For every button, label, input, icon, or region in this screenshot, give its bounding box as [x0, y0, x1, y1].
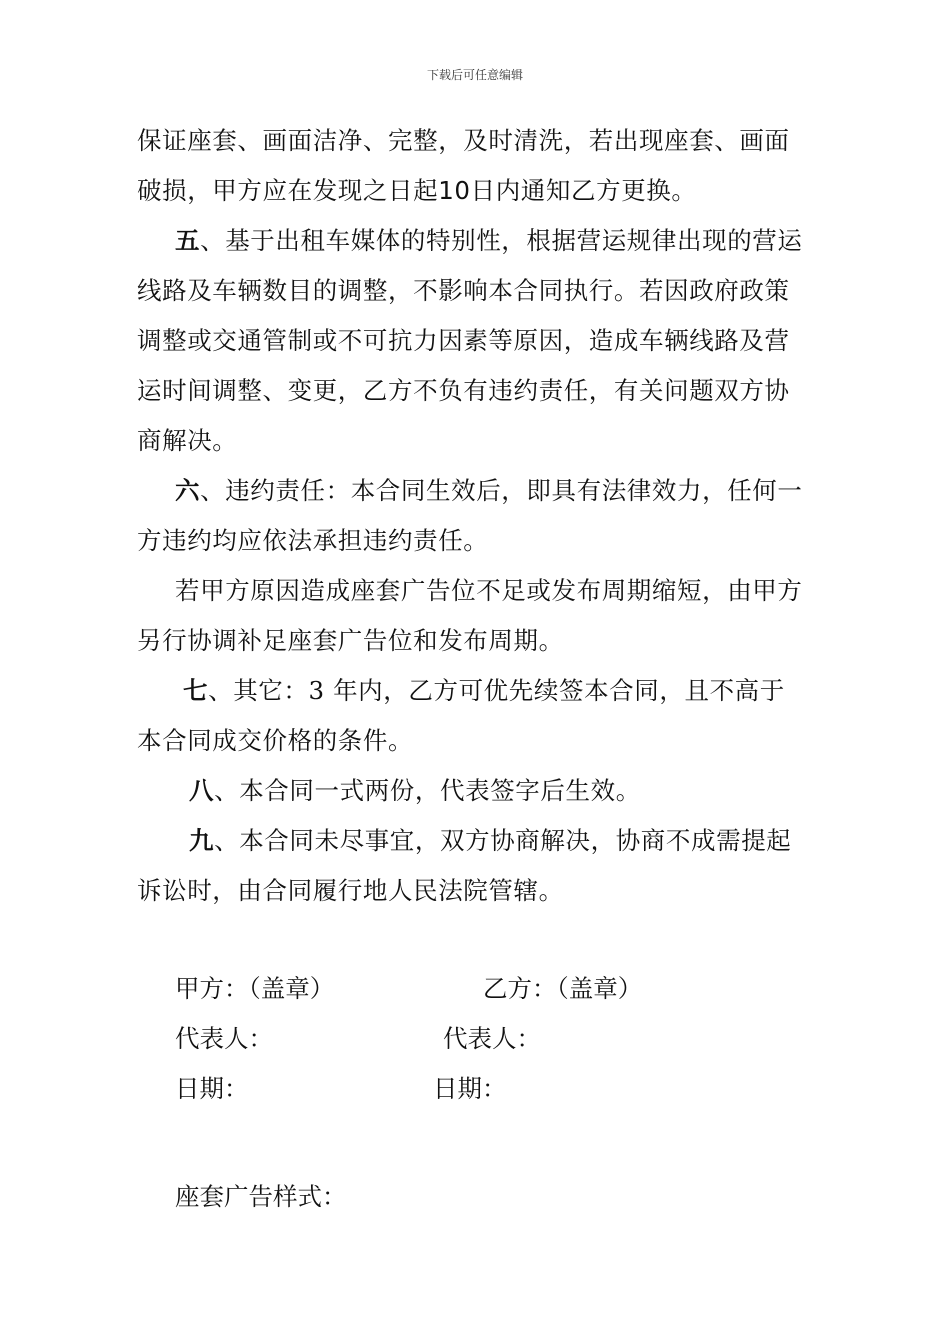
clause-number: 七 [183, 676, 209, 705]
paragraph-line: 调整或交通管制或不可抗力因素等原因，造成车辆线路及营 [137, 326, 790, 355]
paragraph-line: 诉讼时，由合同履行地人民法院管辖。 [137, 876, 564, 905]
text-segment: 、本合同一式两份，代表签字后生效。 [214, 776, 641, 805]
clause-five [137, 216, 827, 266]
paragraph-line: 运时间调整、变更，乙方不负有违约责任，有关问题双方协 [137, 376, 790, 405]
text-segment: 破损，甲方应在发现之日起 [137, 176, 439, 205]
spacer [137, 1114, 827, 1172]
page-header: 下载后可任意编辑 [426, 68, 523, 82]
signature-row-representative [137, 1014, 827, 1064]
sample-section [137, 1172, 827, 1222]
party-b-representative: 代表人： [443, 1024, 541, 1053]
document-body [137, 116, 827, 1222]
sample-label: 座套广告样式： [175, 1182, 347, 1211]
paragraph-line: 另行协调补足座套广告位和发布周期。 [137, 626, 564, 655]
clause-number: 五 [175, 226, 201, 255]
party-a-date: 日期： [175, 1074, 249, 1103]
clause-eight [137, 766, 827, 816]
paragraph-line: 保证座套、画面洁净、完整，及时清洗，若出现座套、画面 [137, 126, 790, 155]
clause-number: 九 [189, 826, 215, 855]
paragraph-line: 线路及车辆数目的调整，不影响本合同执行。若因政府政策 [137, 276, 790, 305]
spacer [137, 916, 827, 964]
text-segment: 日内通知乙方更换。 [470, 176, 697, 205]
clause-seven [137, 666, 827, 716]
day-count: 10 [438, 176, 471, 205]
paragraph-line: 方违约均应依法承担违约责任。 [137, 526, 489, 555]
text-segment: 、本合同未尽事宜，双方协商解决，协商不成需提起 [214, 826, 792, 855]
clause-number: 八 [189, 776, 215, 805]
party-a-representative: 代表人： [175, 1024, 273, 1053]
party-b-date: 日期： [433, 1074, 507, 1103]
paragraph-line [137, 166, 827, 216]
party-b-seal: 乙方：（盖章） [483, 974, 643, 1003]
paragraph-line: 商解决。 [137, 426, 238, 455]
paragraph-line: 若甲方原因造成座套广告位不足或发布周期缩短，由甲方 [175, 576, 803, 605]
text-segment: 、违约责任：本合同生效后，即具有法律效力，任何一 [200, 476, 803, 505]
signature-row-seal [137, 964, 827, 1014]
paragraph-line: 本合同成交价格的条件。 [137, 726, 414, 755]
text-segment: 、基于出租车媒体的特别性，根据营运规律出现的营运 [200, 226, 803, 255]
clause-number: 六 [175, 476, 201, 505]
clause-nine [137, 816, 827, 866]
signature-row-date [137, 1064, 827, 1114]
text-segment: 、其它：3 年内，乙方可优先续签本合同，且不高于 [208, 676, 785, 705]
party-a-seal: 甲方：（盖章） [175, 974, 335, 1003]
clause-six [137, 466, 827, 516]
